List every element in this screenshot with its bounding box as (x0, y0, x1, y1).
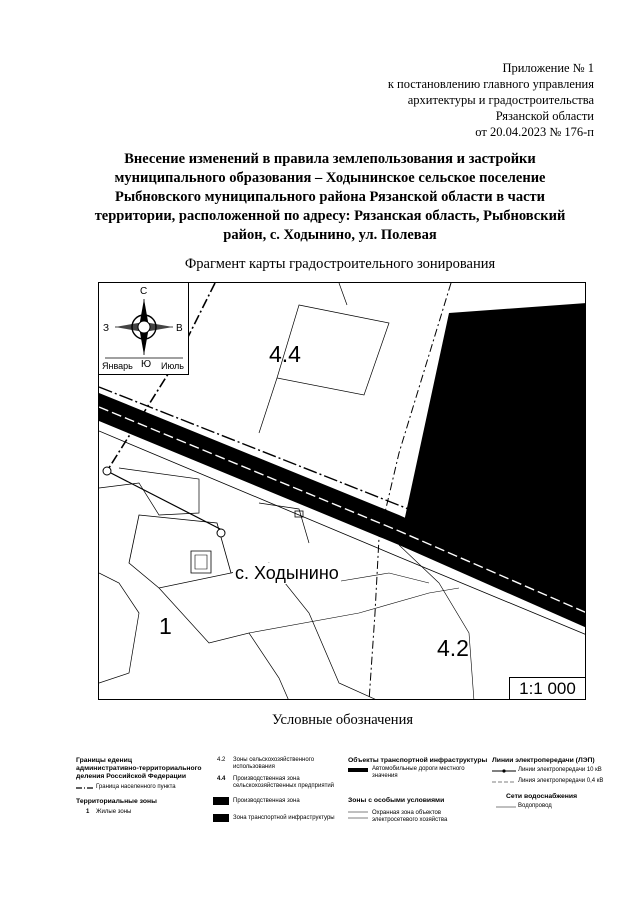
land-parcel (339, 283, 347, 305)
legend-road-label-line: значения (372, 773, 398, 779)
legend-prod-code: 4.4 (217, 776, 226, 782)
zone-label-4-2: 4.2 (437, 635, 469, 661)
compass-west-label: З (103, 323, 110, 334)
compass-east-label: В (176, 323, 183, 334)
title-line: муниципального образования – Ходынинское сельское поселение (114, 170, 546, 186)
legend-power-heading: Линии электропередачи (ЛЭП) (492, 757, 595, 764)
land-parcel (99, 573, 139, 683)
legend-heading-line: административно-территориального (76, 765, 202, 772)
water-well (217, 529, 225, 537)
boundary-line-icon (76, 785, 94, 791)
legend-prod-label-line: Производственная зона (233, 776, 300, 782)
document-title (60, 150, 600, 245)
title-line: Внесение изменений в правила землепользования и застройки (124, 151, 536, 167)
legend-agri-label-line: использования (233, 764, 275, 770)
land-parcel (259, 378, 277, 433)
legend-water-label: Водопровод (518, 803, 552, 809)
map-caption: Фрагмент карты градостроительного зонирования (184, 256, 496, 272)
annex-line: архитектуры и градостроительства (407, 93, 594, 107)
legend-heading-line: Границы едениц (76, 757, 133, 764)
land-parcel (159, 588, 289, 700)
land-parcel (249, 588, 459, 633)
title-line: район, с. Ходынино, ул. Полевая (223, 227, 437, 243)
annex-line: к постановлению главного управления (387, 77, 594, 91)
legend-agri-label-line: Зоны сельскохозяйственного (233, 757, 315, 763)
legend-zones-heading: Территориальные зоны (76, 798, 157, 805)
legend-prod-label-line: сельскохозяйственных предприятий (233, 783, 335, 789)
legend-agri-code: 4.2 (217, 757, 226, 763)
land-parcel (191, 551, 211, 573)
legend-residential-label: Жилые зоны (96, 809, 132, 815)
compass-july-label: Июль (161, 361, 184, 371)
legend-road-label-line: Автомобильные дороги местного (372, 766, 465, 772)
legend-special-heading: Зоны с особыми условиями (348, 797, 445, 804)
legend-line10-label: Линии электропередачи 10 кВ (518, 767, 602, 773)
legend-road-label (372, 766, 465, 780)
power-line-10kv-icon (492, 768, 516, 774)
legend-title: Условные обозначения (272, 712, 413, 728)
legend-prod-label (233, 776, 334, 790)
land-parcel (195, 555, 207, 569)
legend-heading (76, 757, 202, 781)
compass-icon (99, 283, 189, 375)
transport-zone-swatch (213, 814, 229, 822)
village-label: с. Ходынино (235, 563, 339, 583)
compass-south-label: Ю (141, 359, 152, 370)
legend-transport-label: Зона транспортной инфраструктуры (233, 815, 335, 821)
zoning-map[interactable] (98, 282, 586, 700)
legend-protect-label-line: электросетевого хозяйства (372, 817, 448, 823)
map-scale: 1:1 000 (509, 677, 585, 699)
land-parcel (129, 515, 231, 588)
legend-line04-label: Линия электропередачи 0,4 кВ (518, 778, 604, 784)
compass-north-label: С (140, 286, 148, 297)
protect-zone-icon (348, 810, 368, 820)
annex-line: от 20.04.2023 № 176-п (475, 125, 594, 139)
title-line: Рыбновского муниципального района Рязанской области в части (114, 189, 545, 205)
annex-line: Рязанской области (495, 109, 594, 123)
title-line: территории, расположенной по адресу: Рязанская область, Рыбновский (94, 208, 566, 224)
power-line-04kv-icon (492, 779, 516, 785)
road-swatch (348, 768, 368, 772)
compass-rose (99, 283, 189, 375)
legend-transport-heading: Объекты транспортной инфраструктуры (348, 757, 488, 764)
legend-industrial-label: Производственная зона (233, 798, 300, 804)
water-pipe-icon (496, 804, 516, 810)
legend-protect-label-line: Охранная зона объектов (372, 810, 442, 816)
zone-label-4-4: 4.4 (269, 341, 301, 367)
annex-block (388, 60, 594, 140)
industrial-zone-swatch (213, 797, 229, 805)
legend-boundary-label: Граница населенного пункта (96, 784, 176, 790)
water-well (103, 467, 111, 475)
legend-protect-label (372, 810, 447, 824)
legend-agri-label (233, 757, 314, 771)
zone-label-1: 1 (159, 613, 172, 639)
legend-water-heading: Сети водоснабжения (506, 793, 578, 800)
compass-january-label: Январь (102, 361, 133, 371)
legend-heading-line: деления Российской Федерации (76, 773, 187, 780)
annex-line: Приложение № 1 (502, 61, 594, 75)
legend-residential-code: 1 (86, 809, 90, 815)
